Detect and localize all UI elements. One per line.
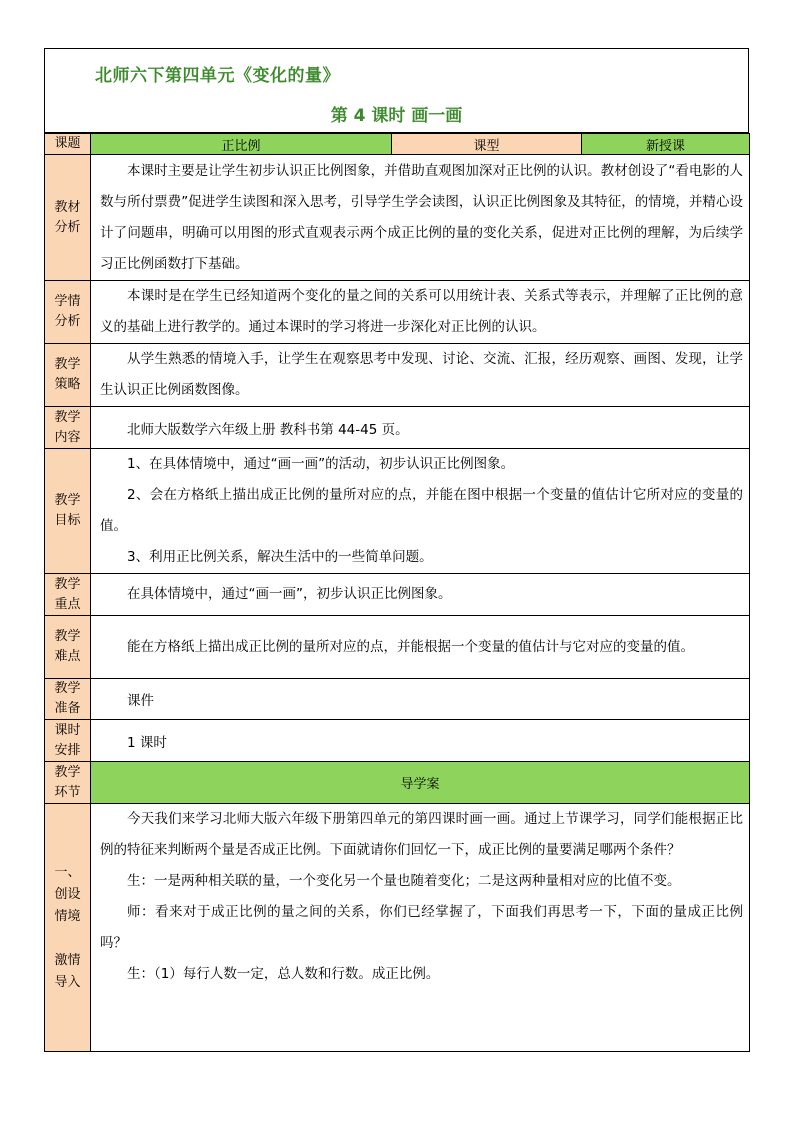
unit-title: 北师六下第四单元《变化的量》	[95, 66, 340, 86]
content-text: 北师大版数学六年级上册 教科书第 44-45 页。	[91, 407, 750, 449]
content-label: 教学 内容	[45, 407, 91, 449]
type-value: 新授课	[582, 134, 750, 155]
difficulty-row	[45, 616, 750, 679]
intro-paragraph: 生：一是两种相关联的量，一个变化另一个量也随着变化；二是这两种量相对应的比值不变。	[127, 873, 681, 889]
prep-text: 课件	[91, 679, 750, 720]
topic-row	[45, 134, 750, 155]
students-text: 本课时是在学生已经知道两个变化的量之间的关系可以用统计表、关系式等表示，并理解了正比例的意义的基础上进行教学的。通过本课时的学习将进一步深化对正比例的认识。	[91, 281, 750, 344]
topic-value: 正比例	[91, 134, 392, 155]
difficulty-text: 能在方格纸上描出成正比例的量所对应的点，并能根据一个变量的值估计与它对应的变量的值。	[91, 616, 750, 679]
key-text: 在具体情境中，通过“画一画”，初步认识正比例图象。	[91, 574, 750, 616]
stage-value: 导学案	[91, 762, 750, 804]
intro-label: 一、 创设 情境 激情 导入	[45, 804, 91, 1052]
type-label: 课型	[392, 134, 582, 155]
stage-label: 教学 环节	[45, 762, 91, 804]
content-row	[45, 407, 750, 449]
topic-label: 课题	[45, 134, 91, 155]
schedule-row	[45, 720, 750, 762]
prep-label: 教学 准备	[45, 679, 91, 720]
intro-paragraph: 师：看来对于成正比例的量之间的关系，你们已经掌握了，下面我们再思考一下，下面的量成正比例吗？	[100, 904, 743, 951]
lesson-plan	[44, 48, 749, 1052]
difficulty-label: 教学 难点	[45, 616, 91, 679]
goal-item: 3、利用正比例关系，解决生活中的一些简单问题。	[127, 549, 433, 565]
strategy-row	[45, 344, 750, 407]
intro-text	[91, 804, 750, 1052]
strategy-label: 教学 策略	[45, 344, 91, 407]
goal-item: 2、会在方格纸上描出成正比例的量所对应的点，并能在图中根据一个变量的值估计它所对应的变量的值。	[100, 487, 743, 534]
intro-paragraph: 生：（1）每行人数一定，总人数和行数。成正比例。	[127, 966, 440, 982]
strategy-text: 从学生熟悉的情境入手，让学生在观察思考中发现、讨论、交流、汇报，经历观察、画图、发现，让学生认识正比例函数图像。	[91, 344, 750, 407]
key-label: 教学 重点	[45, 574, 91, 616]
stage-row	[45, 762, 750, 804]
goal-item: 1、在具体情境中，通过“画一画”的活动，初步认识正比例图象。	[127, 456, 515, 472]
students-label: 学情 分析	[45, 281, 91, 344]
lesson-title: 第 4 课时 画一画	[330, 106, 463, 126]
intro-paragraph: 今天我们来学习北师大版六年级下册第四单元的第四课时画一画。通过上节课学习，同学们能根据正比例的特征来判断两个量是否成正比例。下面就请你们回忆一下，成正比例的量要满足哪两个条件？	[100, 811, 743, 858]
students-row	[45, 281, 750, 344]
schedule-text: 1 课时	[91, 720, 750, 762]
textbook-label: 教材 分析	[45, 155, 91, 281]
textbook-row	[45, 155, 750, 281]
lesson-table	[44, 133, 750, 1052]
schedule-label: 课时 安排	[45, 720, 91, 762]
prep-row	[45, 679, 750, 720]
goals-row	[45, 449, 750, 574]
goals-text	[91, 449, 750, 574]
textbook-text: 本课时主要是让学生初步认识正比例图象，并借助直观图加深对正比例的认识。教材创设了“看电影的人数与所付票费”促进学生读图和深入思考，引导学生学会读图，认识正比例图象及其特征，的情境，并精心设计了问题串，明确可以用图的形式直观表示两个成正比例的量的变化关系，促进对正比例的理解，为后续学习正比例函数打下基础。	[91, 155, 750, 281]
goals-label: 教学 目标	[45, 449, 91, 574]
intro-row	[45, 804, 750, 1052]
key-row	[45, 574, 750, 616]
header	[44, 48, 749, 133]
